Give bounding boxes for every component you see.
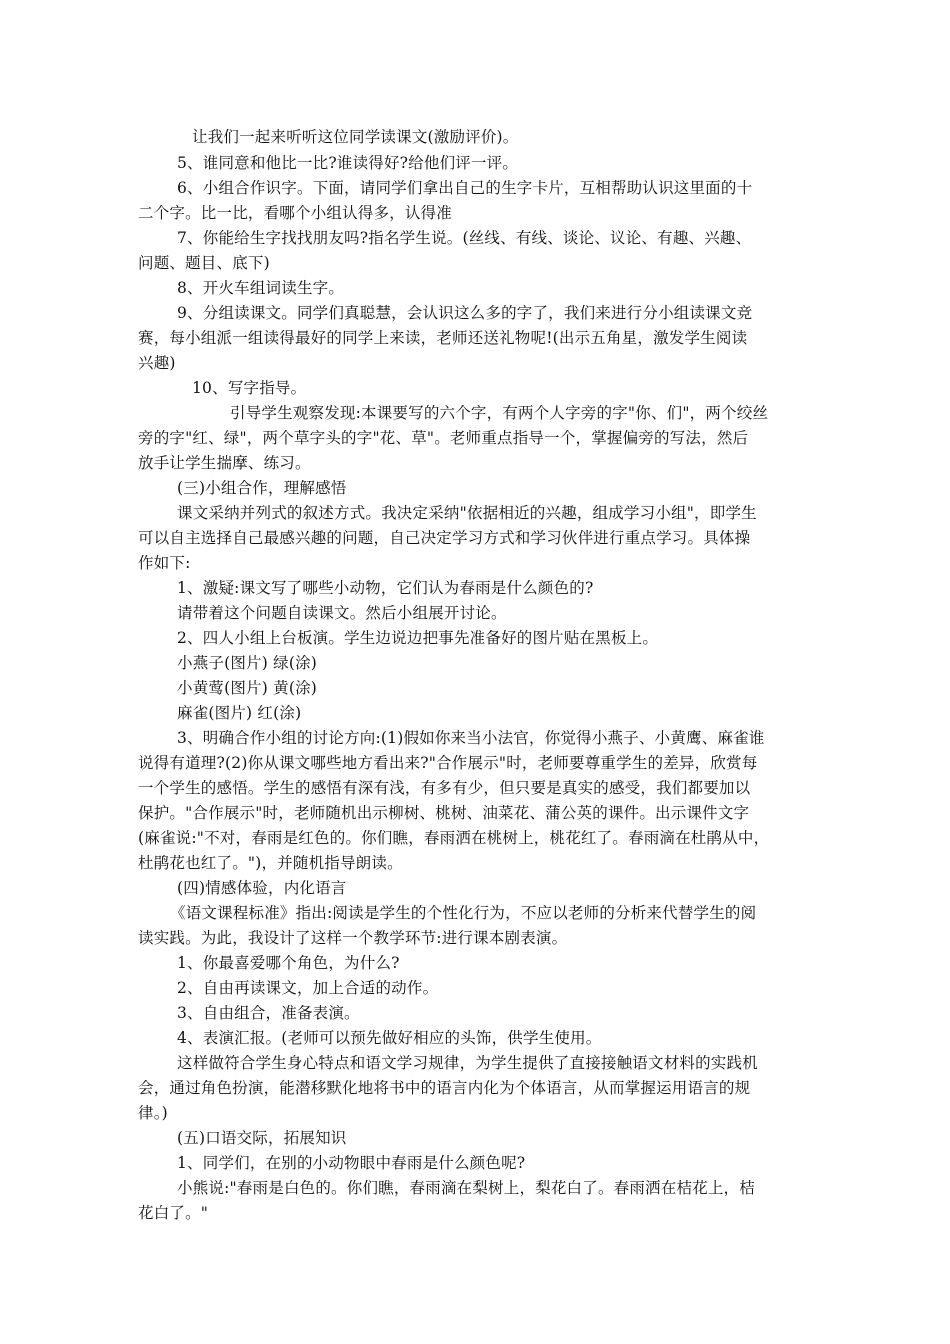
text-line: 小熊说:"春雨是白色的。你们瞧，春雨滴在梨树上，梨花白了。春雨洒在桔花上，桔 [177,1179,755,1197]
text-line: 1、激疑:课文写了哪些小动物，它们认为春雨是什么颜色的? [177,579,594,597]
text-line: 小黄莺(图片) 黄(涂) [177,679,318,697]
text-line: 放手让学生揣摩、练习。 [138,454,311,472]
text-line: 让我们一起来听听这位同学读课文(激励评价)。 [192,128,519,146]
section-heading: (三)小组合作，理解感悟 [177,479,347,497]
text-line: 一个学生的感悟。学生的感悟有深有浅，有多有少，但只要是真实的感受，我们都要加以 [138,779,751,797]
text-line: 1、你最喜爱哪个角色，为什么? [177,954,400,972]
text-line: 1、同学们，在别的小动物眼中春雨是什么颜色呢? [177,1154,526,1172]
text-line: 9、分组读课文。同学们真聪慧，会认识这么多的字了，我们来进行分小组读课文竞 [177,304,753,322]
text-line: 可以自主选择自己最感兴趣的问题，自己决定学习方式和学习伙伴进行重点学习。具体操 [138,529,751,547]
text-line: 10、写字指导。 [192,379,307,397]
text-line: 请带着这个问题自读课文。然后小组展开讨论。 [177,604,507,622]
text-line: 5、谁同意和他比一比?谁读得好?给他们评一评。 [177,154,519,172]
text-line: 会，通过角色扮演，能潜移默化地将书中的语言内化为个体语言，从而掌握运用语言的规 [138,1079,751,1097]
text-line: 杜鹃花也红了。")，并随机指导朗读。 [138,854,403,872]
text-line: 二个字。比一比，看哪个小组认得多，认得准 [138,204,453,222]
section-heading: (四)情感体验，内化语言 [177,879,347,897]
text-line: 说得有道理?(2)你从课文哪些地方看出来?"合作展示"时，老师要尊重学生的差异，欣赏每 [138,754,758,772]
text-line: 2、四人小组上台板演。学生边说边把事先准备好的图片贴在黑板上。 [177,629,659,647]
text-line: 麻雀(图片) 红(涂) [177,704,302,722]
text-line: 保护。"合作展示"时，老师随机出示柳树、桃树、油菜花、蒲公英的课件。出示课件文字 [138,804,750,822]
text-line: 8、开火车组词读生字。 [177,279,345,297]
text-line: 问题、题目、底下) [138,254,270,272]
text-line: 引导学生观察发现:本课要写的六个字，有两个人字旁的字"你、们"，两个绞丝 [230,404,769,422]
text-line: 7、你能给生字找找朋友吗?指名学生说。(丝线、有线、谈论、议论、有趣、兴趣、 [177,229,752,247]
text-line: 兴趣) [138,354,176,372]
text-line: 6、小组合作识字。下面，请同学们拿出自己的生字卡片，互相帮助认识这里面的十 [177,179,753,197]
text-line: 这样做符合学生身心特点和语文学习规律，为学生提供了直接接触语文材料的实践机 [177,1054,758,1072]
text-line: 4、表演汇报。(老师可以预先做好相应的头饰，供学生使用。 [177,1029,602,1047]
text-line: (麻雀说:"不对，春雨是红色的。你们瞧，春雨洒在桃树上，桃花红了。春雨滴在杜鹃从中， [138,829,770,847]
text-line: 《语文课程标准》指出:阅读是学生的个性化行为，不应以老师的分析来代替学生的阅 [170,904,757,922]
text-line: 课文采纳并列式的叙述方式。我决定采纳"依据相近的兴趣，组成学习小组"，即学生 [177,504,757,522]
text-line: 律。) [138,1104,168,1122]
text-line: 3、自由组合，准备表演。 [177,1004,360,1022]
text-line: 小燕子(图片) 绿(涂) [177,654,318,672]
section-heading: (五)口语交际，拓展知识 [177,1129,347,1147]
text-line: 赛，每小组派一组读得最好的同学上来读，老师还送礼物呢!(出示五角星，激发学生阅读 [138,329,748,347]
text-line: 2、自由再读课文，加上合适的动作。 [177,979,439,997]
text-line: 旁的字"红、绿"，两个草字头的字"花、草"。老师重点指导一个，掌握偏旁的写法，然后 [138,429,749,447]
text-line: 3、明确合作小组的讨论方向:(1)假如你来当小法官，你觉得小燕子、小黄鹰、麻雀谁 [177,729,765,747]
text-line: 作如下: [138,554,191,572]
text-line: 读实践。为此，我设计了这样一个教学环节:进行课本剧表演。 [138,929,568,947]
text-line: 花白了。" [138,1204,209,1222]
